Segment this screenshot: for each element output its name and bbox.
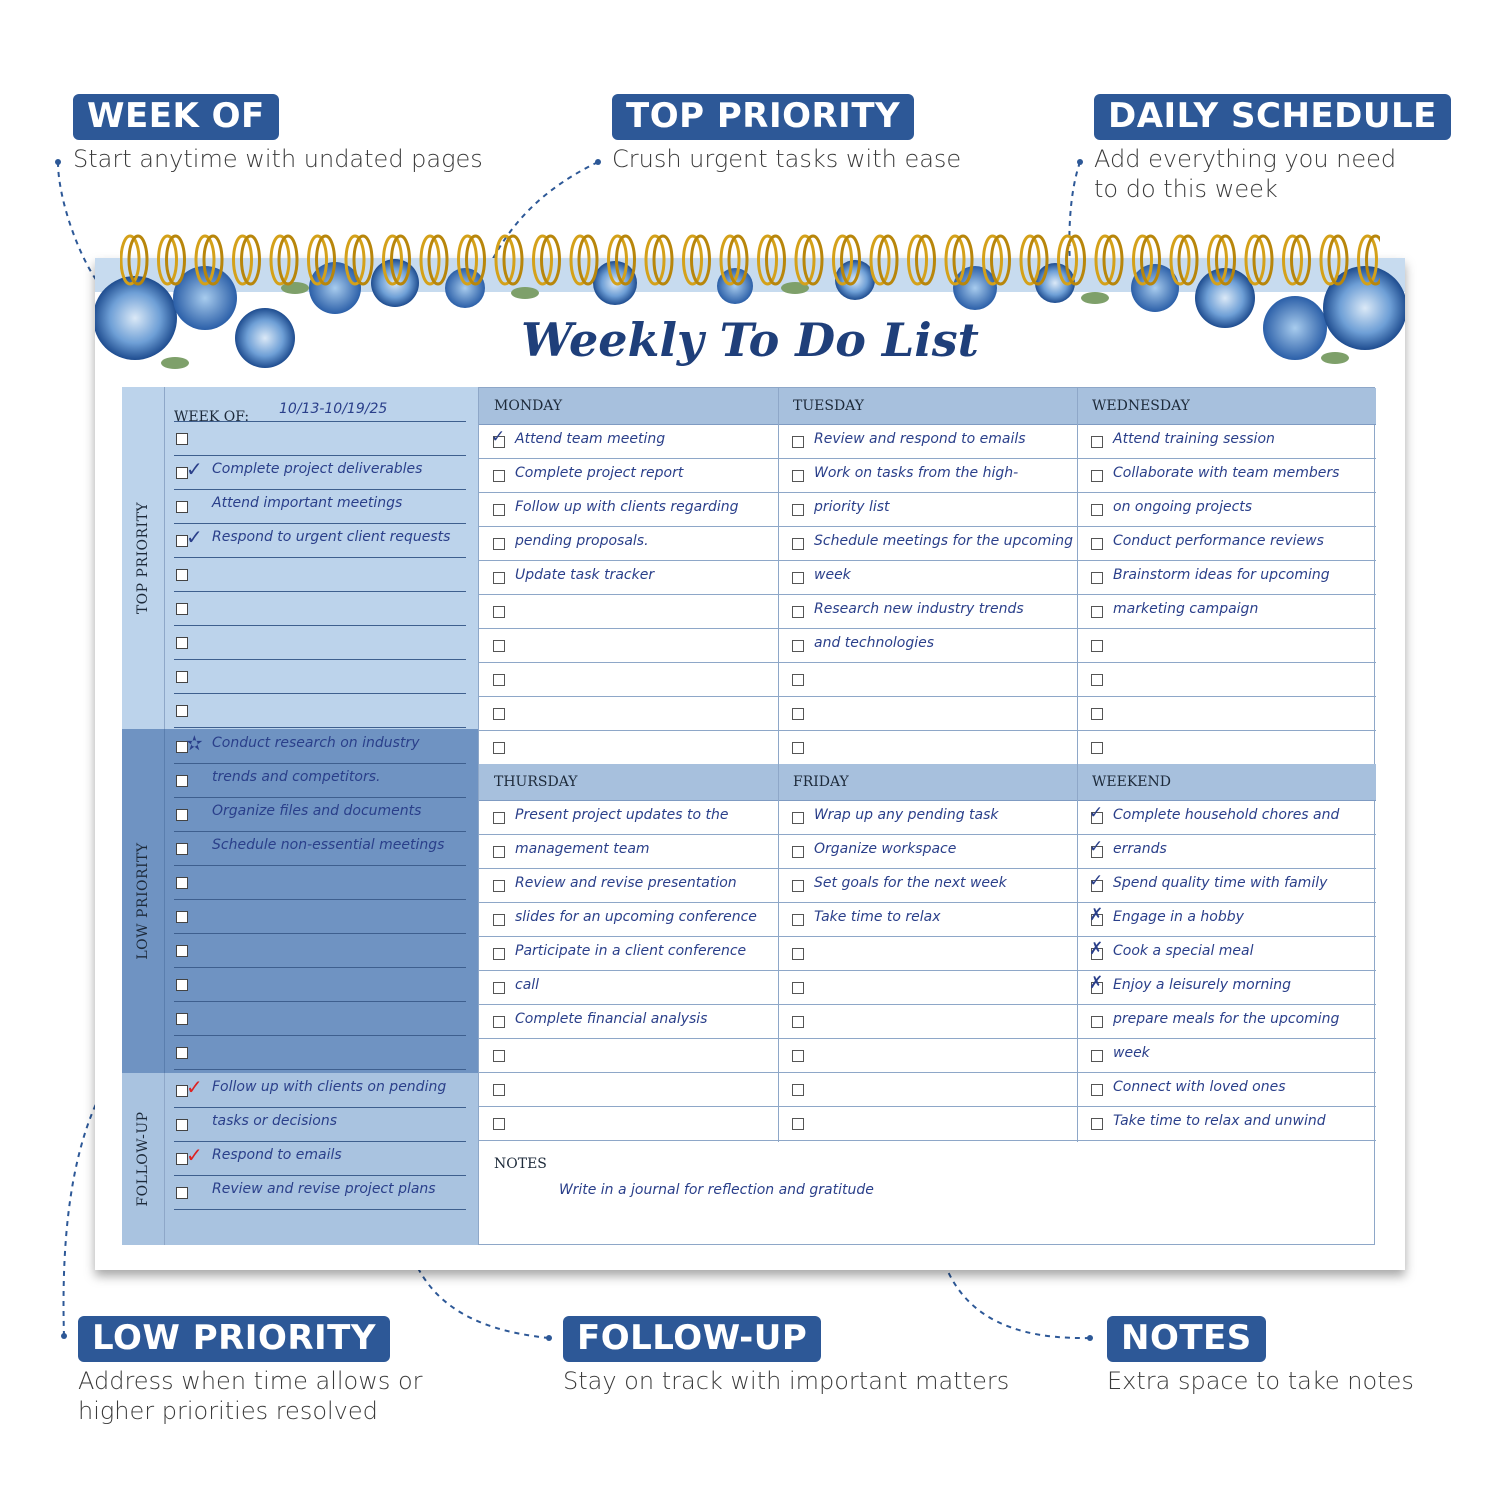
callout-top-priority [612, 94, 961, 174]
list-item [174, 523, 466, 558]
checkbox[interactable] [792, 1050, 804, 1062]
day-header [479, 388, 778, 425]
checkbox[interactable] [792, 674, 804, 686]
task-row [1077, 492, 1376, 527]
task-text: Participate in a client conference [515, 943, 747, 959]
checkbox[interactable] [493, 914, 505, 926]
task-row [1077, 628, 1376, 663]
task-text: Engage in a hobby [1113, 909, 1244, 925]
task-text: Research new industry trends [814, 601, 1024, 617]
day-name: WEEKEND [1092, 774, 1171, 790]
checkbox[interactable] [1091, 674, 1103, 686]
checkbox[interactable] [493, 742, 505, 754]
checkbox[interactable] [792, 914, 804, 926]
checkbox[interactable] [176, 433, 188, 445]
checkbox[interactable] [493, 982, 505, 994]
checkbox[interactable] [176, 501, 188, 513]
task-row [778, 902, 1077, 937]
task-row [778, 1038, 1077, 1073]
task-row [479, 936, 778, 971]
task-row [479, 1106, 778, 1141]
task-text: pending proposals. [515, 533, 649, 549]
daily-schedule-grid [478, 387, 1375, 1245]
checkbox[interactable] [1091, 1084, 1103, 1096]
sidebar [122, 387, 478, 1245]
task-row [479, 730, 778, 765]
checkbox[interactable] [176, 775, 188, 787]
task-text: Schedule meetings for the upcoming [814, 533, 1073, 549]
callout-title: TOP PRIORITY [612, 94, 914, 140]
list-item [174, 1141, 466, 1176]
checkbox[interactable] [1091, 504, 1103, 516]
task-row [1077, 1106, 1376, 1141]
day-header [1077, 388, 1376, 425]
list-item [174, 865, 466, 900]
callout-title: WEEK OF [73, 94, 279, 140]
checkbox[interactable] [792, 948, 804, 960]
task-row [479, 1038, 778, 1073]
task-row [479, 560, 778, 595]
task-text: week [1113, 1045, 1150, 1061]
checkbox[interactable] [493, 606, 505, 618]
checkbox[interactable] [176, 809, 188, 821]
task-text: Review and respond to emails [814, 431, 1026, 447]
task-text: Take time to relax and unwind [1113, 1113, 1326, 1129]
checkbox[interactable] [792, 1016, 804, 1028]
task-row [778, 730, 1077, 765]
checkbox[interactable] [792, 606, 804, 618]
checkbox[interactable] [1091, 742, 1103, 754]
checkbox[interactable] [493, 1050, 505, 1062]
list-item [174, 1001, 466, 1036]
list-item [174, 421, 466, 456]
callout-description: Crush urgent tasks with ease [612, 145, 962, 173]
checkbox[interactable] [792, 504, 804, 516]
task-text: Spend quality time with family [1113, 875, 1328, 891]
checkbox[interactable] [493, 572, 505, 584]
task-row [479, 970, 778, 1005]
check-mark-icon: ✓ [186, 459, 203, 481]
task-row [1077, 696, 1376, 731]
column-divider [778, 388, 779, 1142]
column-divider [1077, 388, 1078, 1142]
checkbox[interactable] [792, 436, 804, 448]
item-text: trends and competitors. [212, 769, 381, 785]
callout-description: Address when time allows or higher priorities resolved [78, 1367, 423, 1425]
callout-title: NOTES [1107, 1316, 1266, 1362]
task-row [479, 868, 778, 903]
checkbox[interactable] [493, 504, 505, 516]
checkbox[interactable] [792, 1118, 804, 1130]
checkbox[interactable] [176, 945, 188, 957]
item-text: Schedule non-essential meetings [212, 837, 445, 853]
callout-title: DAILY SCHEDULE [1094, 94, 1451, 140]
checkbox[interactable] [1091, 538, 1103, 550]
list-item [174, 693, 466, 728]
task-row [778, 1106, 1077, 1141]
list-item [174, 1035, 466, 1070]
task-row [1077, 1004, 1376, 1039]
connector-dot [1077, 159, 1083, 165]
task-row [778, 560, 1077, 595]
task-row [1077, 834, 1376, 869]
item-text: Respond to urgent client requests [212, 529, 451, 545]
item-text: tasks or decisions [212, 1113, 337, 1129]
task-row [1077, 800, 1376, 835]
task-row [1077, 662, 1376, 697]
item-text: Review and revise project plans [212, 1181, 436, 1197]
check-mark-icon: ✓ [1089, 837, 1104, 856]
task-row [778, 492, 1077, 527]
item-text: Complete project deliverables [212, 461, 423, 477]
list-item [174, 625, 466, 660]
task-row [1077, 1038, 1376, 1073]
checkbox[interactable] [1091, 470, 1103, 482]
follow-up-section [122, 1073, 478, 1245]
task-text: Organize workspace [814, 841, 957, 857]
callout-daily-schedule [1094, 94, 1451, 204]
list-item [174, 797, 466, 832]
checkbox[interactable] [1091, 436, 1103, 448]
task-text: Complete household chores and [1113, 807, 1340, 823]
checkbox[interactable] [1091, 572, 1103, 584]
task-text: errands [1113, 841, 1167, 857]
checkbox[interactable] [792, 982, 804, 994]
day-name: MONDAY [494, 398, 563, 414]
checkbox[interactable] [792, 470, 804, 482]
list-item [174, 933, 466, 968]
checkbox[interactable] [493, 640, 505, 652]
task-row [479, 424, 778, 459]
task-text: marketing campaign [1113, 601, 1259, 617]
checkbox[interactable] [1091, 606, 1103, 618]
task-text: Present project updates to the [515, 807, 729, 823]
checkbox[interactable] [493, 846, 505, 858]
task-row [778, 970, 1077, 1005]
checkbox[interactable] [493, 708, 505, 720]
section-label: LOW PRIORITY [122, 729, 165, 1073]
task-row [479, 526, 778, 561]
task-row [778, 424, 1077, 459]
x-mark-icon: ✗ [1089, 905, 1104, 924]
callout-description: Start anytime with undated pages [73, 145, 483, 173]
task-row [479, 492, 778, 527]
week-of-value[interactable]: 10/13-10/19/25 [279, 401, 388, 417]
checkbox[interactable] [493, 880, 505, 892]
checkbox[interactable] [792, 538, 804, 550]
task-row [1077, 1072, 1376, 1107]
task-text: week [814, 567, 851, 583]
connector-dot [546, 1335, 552, 1341]
checkbox[interactable] [792, 812, 804, 824]
task-text: Conduct performance reviews [1113, 533, 1324, 549]
task-row [1077, 526, 1376, 561]
task-row [479, 594, 778, 629]
week-of-row [174, 387, 466, 425]
list-item [174, 967, 466, 1002]
task-row [1077, 560, 1376, 595]
day-name: WEDNESDAY [1092, 398, 1190, 414]
item-text: Follow up with clients on pending [212, 1079, 447, 1095]
x-mark-icon: ✗ [1089, 939, 1104, 958]
task-row [778, 594, 1077, 629]
leaf [1081, 292, 1109, 304]
task-text: Attend team meeting [515, 431, 666, 447]
task-text: management team [515, 841, 650, 857]
task-row [1077, 936, 1376, 971]
task-text: Set goals for the next week [814, 875, 1007, 891]
task-row [778, 696, 1077, 731]
list-item [174, 1073, 466, 1108]
task-row [778, 800, 1077, 835]
connector-dot [61, 1333, 67, 1339]
checkbox[interactable] [1091, 1050, 1103, 1062]
task-row [479, 1072, 778, 1107]
checkbox[interactable] [1091, 1016, 1103, 1028]
task-row [778, 1004, 1077, 1039]
checkbox[interactable] [176, 979, 188, 991]
checkbox[interactable] [1091, 640, 1103, 652]
day-name: FRIDAY [793, 774, 849, 790]
task-row [479, 628, 778, 663]
check-mark-icon: ✓ [186, 1145, 203, 1167]
task-row [1077, 970, 1376, 1005]
task-row [778, 628, 1077, 663]
checkbox[interactable] [176, 637, 188, 649]
task-row [479, 458, 778, 493]
checkbox[interactable] [1091, 1118, 1103, 1130]
check-mark-icon: ✓ [1089, 871, 1104, 890]
task-row [778, 834, 1077, 869]
checkbox[interactable] [792, 640, 804, 652]
task-row [778, 1072, 1077, 1107]
notes-label: NOTES [494, 1156, 547, 1172]
list-item [174, 1107, 466, 1142]
checkbox[interactable] [176, 1013, 188, 1025]
callout-description: Extra space to take notes [1107, 1367, 1414, 1395]
task-text: Complete project report [515, 465, 684, 481]
x-mark-icon: ✗ [1089, 973, 1104, 992]
task-row [778, 458, 1077, 493]
day-name: TUESDAY [793, 398, 864, 414]
checkbox[interactable] [493, 470, 505, 482]
list-item [174, 1175, 466, 1210]
task-row [479, 800, 778, 835]
checkbox[interactable] [493, 812, 505, 824]
task-row [778, 662, 1077, 697]
checkbox[interactable] [493, 1084, 505, 1096]
task-text: call [515, 977, 540, 993]
task-text: Work on tasks from the high- [814, 465, 1019, 481]
check-mark-icon: ✓ [1089, 803, 1104, 822]
check-mark-icon: ✓ [186, 527, 203, 549]
checkbox[interactable] [176, 705, 188, 717]
task-row [479, 1004, 778, 1039]
checkbox[interactable] [792, 708, 804, 720]
callout-week-of [73, 94, 483, 174]
item-text: Organize files and documents [212, 803, 422, 819]
low-priority-section [122, 729, 478, 1073]
task-row [778, 526, 1077, 561]
task-row [479, 834, 778, 869]
connector-dot [595, 159, 601, 165]
day-name: THURSDAY [494, 774, 578, 790]
task-row [1077, 902, 1376, 937]
checkbox[interactable] [792, 846, 804, 858]
task-text: and technologies [814, 635, 935, 651]
task-text: on ongoing projects [1113, 499, 1253, 515]
week-of-label: WEEK OF: [174, 409, 250, 425]
task-row [479, 662, 778, 697]
notes-text[interactable]: Write in a journal for reflection and gratitude [559, 1182, 874, 1198]
list-item [174, 455, 466, 490]
list-item [174, 763, 466, 798]
checkbox[interactable] [493, 1016, 505, 1028]
task-text: slides for an upcoming conference [515, 909, 757, 925]
day-header [1077, 764, 1376, 801]
top-priority-section [122, 387, 478, 729]
list-item [174, 591, 466, 626]
checkbox[interactable] [176, 671, 188, 683]
callout-description: Stay on track with important matters [563, 1367, 1010, 1395]
checkbox[interactable] [1091, 708, 1103, 720]
task-text: Update task tracker [515, 567, 655, 583]
connector-dot [1087, 1335, 1093, 1341]
callout-low-priority [78, 1316, 423, 1426]
day-header [778, 388, 1077, 425]
task-text: Attend training session [1113, 431, 1275, 447]
checkbox[interactable] [493, 674, 505, 686]
task-row [1077, 730, 1376, 765]
checkbox[interactable] [493, 948, 505, 960]
item-text: Conduct research on industry [212, 735, 420, 751]
task-text: Cook a special meal [1113, 943, 1254, 959]
task-text: Wrap up any pending task [814, 807, 999, 823]
check-mark-icon: ✓ [186, 1077, 203, 1099]
checkbox[interactable] [176, 843, 188, 855]
task-text: Brainstorm ideas for upcoming [1113, 567, 1330, 583]
task-row [479, 902, 778, 937]
star-mark-icon: ✫ [186, 733, 203, 755]
checkbox[interactable] [493, 1118, 505, 1130]
list-item [174, 831, 466, 866]
checkbox[interactable] [176, 569, 188, 581]
task-row [778, 936, 1077, 971]
checkbox[interactable] [176, 1119, 188, 1131]
checkbox[interactable] [176, 1187, 188, 1199]
checkbox[interactable] [792, 880, 804, 892]
planner-title: Weekly To Do List [521, 313, 979, 367]
callout-description: Add everything you need to do this week [1094, 145, 1397, 203]
item-text: Attend important meetings [212, 495, 403, 511]
spiral-binding [120, 230, 1380, 290]
checkbox[interactable] [493, 538, 505, 550]
checkbox[interactable] [176, 603, 188, 615]
checkbox[interactable] [176, 1047, 188, 1059]
task-row [1077, 594, 1376, 629]
list-item [174, 899, 466, 934]
connector-dot [55, 159, 61, 165]
task-row [479, 696, 778, 731]
task-text: Follow up with clients regarding [515, 499, 739, 515]
checkbox[interactable] [792, 1084, 804, 1096]
checkbox[interactable] [176, 877, 188, 889]
day-header [479, 764, 778, 801]
task-text: priority list [814, 499, 890, 515]
checkbox[interactable] [792, 742, 804, 754]
list-item [174, 729, 466, 764]
callout-notes [1107, 1316, 1414, 1396]
task-row [1077, 868, 1376, 903]
callout-title: FOLLOW-UP [563, 1316, 821, 1362]
task-text: Review and revise presentation [515, 875, 737, 891]
day-header [778, 764, 1077, 801]
task-row [1077, 424, 1376, 459]
checkbox[interactable] [176, 911, 188, 923]
task-text: Collaborate with team members [1113, 465, 1340, 481]
check-mark-icon: ✓ [491, 427, 506, 446]
section-label: FOLLOW-UP [122, 1073, 165, 1245]
task-row [1077, 458, 1376, 493]
list-item [174, 489, 466, 524]
connector-week-of [58, 162, 100, 285]
section-label: TOP PRIORITY [122, 387, 165, 729]
task-text: Complete financial analysis [515, 1011, 708, 1027]
list-item [174, 557, 466, 592]
task-text: Enjoy a leisurely morning [1113, 977, 1291, 993]
task-text: prepare meals for the upcoming [1113, 1011, 1340, 1027]
task-row [778, 868, 1077, 903]
task-text: Take time to relax [814, 909, 941, 925]
item-text: Respond to emails [212, 1147, 342, 1163]
list-item [174, 659, 466, 694]
checkbox[interactable] [792, 572, 804, 584]
callout-follow-up [563, 1316, 1009, 1396]
callout-title: LOW PRIORITY [78, 1316, 390, 1362]
task-text: Connect with loved ones [1113, 1079, 1286, 1095]
